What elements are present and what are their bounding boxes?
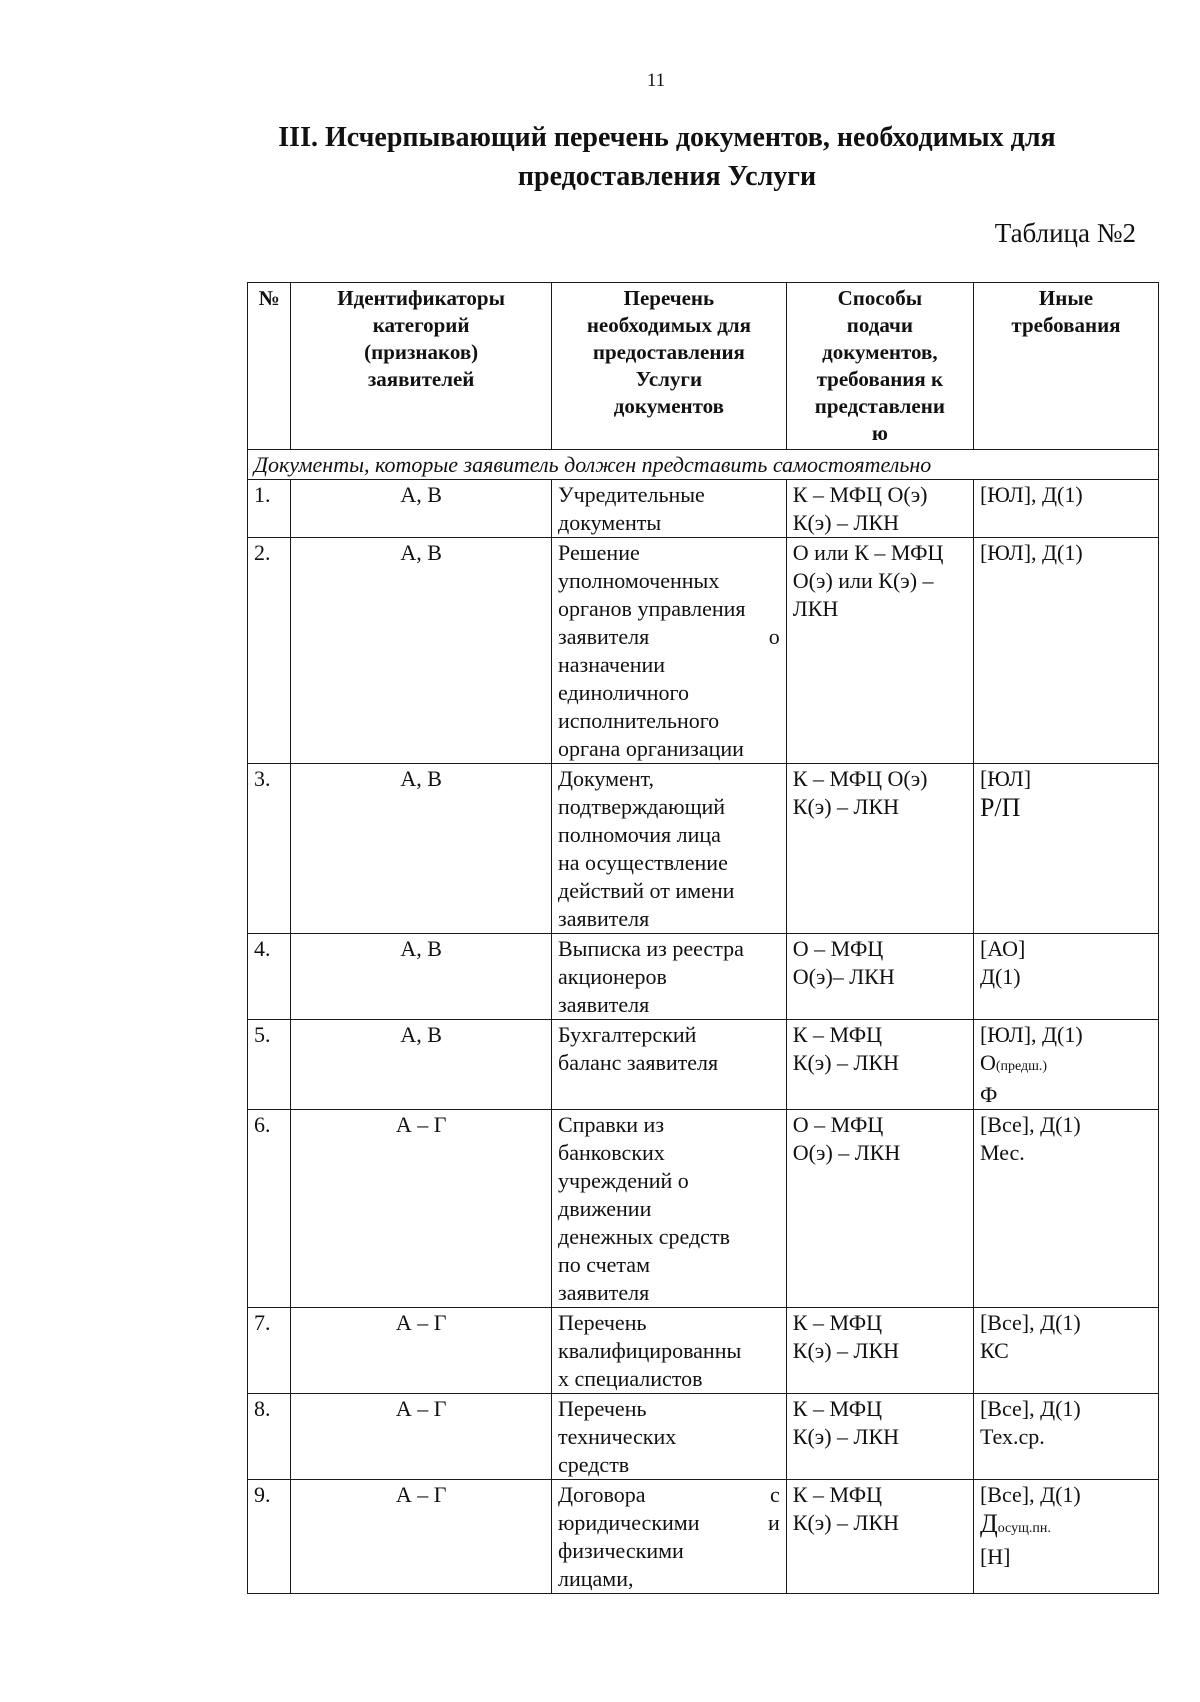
cell-other xyxy=(973,1110,1158,1308)
cell-text: учреждений о xyxy=(558,1168,689,1193)
cell-other xyxy=(973,764,1158,934)
cell-word: юридическими xyxy=(558,1510,700,1535)
cell-text: [ЮЛ], Д(1) xyxy=(979,482,1083,507)
header-text: Иные xyxy=(1038,286,1094,310)
cell-document xyxy=(552,934,787,1020)
cell-text: назначении xyxy=(558,652,666,677)
header-text: Способы xyxy=(837,286,923,310)
cell-text: полномочия лица xyxy=(558,822,721,847)
cell-text: Решение xyxy=(558,540,640,565)
cell-number: 4. xyxy=(248,934,291,1020)
section-title-line-1: III. Исчерпывающий перечень документов, необходимых для xyxy=(278,122,1056,153)
cell-other xyxy=(973,1020,1158,1110)
cell-submission xyxy=(786,1480,973,1594)
cell-document xyxy=(552,480,787,538)
cell-text: Перечень xyxy=(558,1310,647,1335)
cell-submission xyxy=(786,934,973,1020)
header-text: (признаков) xyxy=(364,340,479,364)
cell-other xyxy=(973,480,1158,538)
cell-text: Ф xyxy=(979,1082,998,1107)
table-row xyxy=(248,764,1159,934)
header-text: предоставления xyxy=(592,340,745,364)
cell-text: х специалистов xyxy=(558,1366,703,1391)
cell-subscript: (предш.) xyxy=(995,1059,1048,1074)
cell-text: баланс заявителя xyxy=(558,1050,719,1075)
cell-text: физическими xyxy=(558,1538,684,1563)
cell-other xyxy=(973,1480,1158,1594)
cell-text: ЛКН xyxy=(792,596,839,621)
cell-number: 3. xyxy=(248,764,291,934)
cell-applicant-ids: А, В xyxy=(291,480,552,538)
cell-text: [Все], Д(1) xyxy=(979,1396,1081,1421)
cell-text: КС xyxy=(979,1338,1009,1363)
cell-text: Бухгалтерский xyxy=(558,1022,697,1047)
cell-text xyxy=(558,623,780,651)
cell-text: денежных средств xyxy=(558,1224,730,1249)
cell-text: уполномоченных xyxy=(558,568,720,593)
cell-document xyxy=(552,1020,787,1110)
table-header-row xyxy=(248,283,1159,450)
cell-number: 7. xyxy=(248,1308,291,1394)
header-text: документов xyxy=(613,394,724,418)
header-text: необходимых для xyxy=(586,313,751,337)
cell-submission xyxy=(786,764,973,934)
cell-applicant-ids: А – Г xyxy=(291,1308,552,1394)
cell-applicant-ids: А – Г xyxy=(291,1480,552,1594)
cell-number: 2. xyxy=(248,538,291,764)
cell-applicant-ids: А, В xyxy=(291,538,552,764)
cell-text: К(э) – ЛКН xyxy=(792,1424,900,1449)
cell-word: Договора xyxy=(558,1482,646,1507)
header-text: Идентификаторы xyxy=(337,286,506,310)
cell-submission xyxy=(786,538,973,764)
cell-text: заявителя xyxy=(558,992,650,1017)
cell-text-with-subscript xyxy=(980,1509,1152,1543)
cell-text: О – МФЦ xyxy=(792,936,884,961)
documents-table xyxy=(247,282,1159,1594)
cell-document xyxy=(552,538,787,764)
table-row xyxy=(248,538,1159,764)
cell-other xyxy=(973,538,1158,764)
cell-text: движении xyxy=(558,1196,652,1221)
cell-text: по счетам xyxy=(558,1252,650,1277)
section-title-line-2: предоставления Услуги xyxy=(517,161,817,192)
cell-text: [Все], Д(1) xyxy=(979,1310,1081,1335)
header-text: ю xyxy=(871,421,888,445)
cell-number: 6. xyxy=(248,1110,291,1308)
header-text: подачи xyxy=(846,313,913,337)
cell-text: средств xyxy=(558,1452,630,1477)
cell-other xyxy=(973,1394,1158,1480)
cell-submission xyxy=(786,1110,973,1308)
cell-text: единоличного xyxy=(558,680,689,705)
header-text: требования xyxy=(1011,313,1121,337)
cell-document xyxy=(552,1308,787,1394)
header-text: представлени xyxy=(814,394,945,418)
cell-text: действий от имени xyxy=(558,878,735,903)
cell-text: банковских xyxy=(558,1140,665,1165)
section-label: Документы, которые заявитель должен представить самостоятельно xyxy=(248,450,1159,480)
header-text: Услуги xyxy=(635,367,703,391)
cell-applicant-ids: А, В xyxy=(291,934,552,1020)
cell-text: Мес. xyxy=(979,1140,1025,1165)
section-row xyxy=(248,450,1159,480)
cell-text: О xyxy=(979,1050,996,1075)
cell-other xyxy=(973,934,1158,1020)
header-applicant-identifiers xyxy=(291,283,552,450)
cell-other xyxy=(973,1308,1158,1394)
header-submission-methods xyxy=(786,283,973,450)
cell-text-with-subscript xyxy=(980,1049,1152,1081)
cell-number: 5. xyxy=(248,1020,291,1110)
header-other-requirements xyxy=(973,283,1158,450)
cell-document xyxy=(552,764,787,934)
cell-text: О(э) – ЛКН xyxy=(792,1140,901,1165)
cell-applicant-ids: А – Г xyxy=(291,1394,552,1480)
cell-submission xyxy=(786,1394,973,1480)
cell-text: [Все], Д(1) xyxy=(979,1112,1081,1137)
cell-word: с xyxy=(770,1482,780,1507)
cell-text: К(э) – ЛКН xyxy=(792,1050,900,1075)
cell-text: Выписка из реестра xyxy=(558,936,744,961)
cell-text: О – МФЦ xyxy=(792,1112,884,1137)
table-row xyxy=(248,1394,1159,1480)
cell-number: 8. xyxy=(248,1394,291,1480)
cell-text: О или К – МФЦ xyxy=(792,540,944,565)
header-text: Перечень xyxy=(623,286,715,310)
cell-submission xyxy=(786,1020,973,1110)
cell-text: [ЮЛ] xyxy=(979,766,1032,791)
cell-applicant-ids: А, В xyxy=(291,1020,552,1110)
cell-text: [АО] xyxy=(979,936,1026,961)
cell-text: Перечень xyxy=(558,1396,647,1421)
header-text: заявителей xyxy=(367,367,475,391)
cell-document xyxy=(552,1110,787,1308)
cell-text: Справки из xyxy=(558,1112,665,1137)
cell-text: К(э) – ЛКН xyxy=(792,1338,900,1363)
cell-text: Учредительные xyxy=(558,482,705,507)
cell-text: [ЮЛ], Д(1) xyxy=(979,540,1083,565)
cell-document xyxy=(552,1480,787,1594)
cell-text: органа организации xyxy=(558,736,744,761)
cell-text: органов управления xyxy=(558,596,746,621)
cell-text: К – МФЦ О(э) xyxy=(792,766,928,791)
table-row xyxy=(248,1020,1159,1110)
header-text: требования к xyxy=(816,367,944,391)
cell-text: К(э) – ЛКН xyxy=(792,794,900,819)
cell-text: О(э)– ЛКН xyxy=(792,964,895,989)
cell-word: и xyxy=(768,1510,780,1535)
header-text: документов, xyxy=(822,340,938,364)
cell-text: на осуществление xyxy=(558,850,728,875)
cell-text: Д(1) xyxy=(979,964,1021,989)
cell-subscript: осущ.пн. xyxy=(997,1521,1051,1536)
header-text: категорий xyxy=(372,313,470,337)
table-row xyxy=(248,480,1159,538)
table-row xyxy=(248,934,1159,1020)
cell-text: акционеров xyxy=(558,964,667,989)
cell-text: подтверждающий xyxy=(558,794,726,819)
header-number: № xyxy=(248,283,291,450)
cell-text: квалифицированны xyxy=(558,1338,742,1363)
cell-text: [Все], Д(1) xyxy=(979,1482,1081,1507)
cell-text: лицами, xyxy=(558,1566,634,1591)
cell-text: [ЮЛ], Д(1) xyxy=(979,1022,1083,1047)
header-required-documents xyxy=(552,283,787,450)
cell-text: заявителя xyxy=(558,906,650,931)
cell-applicant-ids: А – Г xyxy=(291,1110,552,1308)
cell-word: заявителя xyxy=(558,624,650,649)
cell-text: К – МФЦ xyxy=(792,1482,882,1507)
cell-text: [Н] xyxy=(979,1544,1011,1569)
cell-submission xyxy=(786,480,973,538)
page-number: 11 xyxy=(646,70,666,91)
cell-number: 1. xyxy=(248,480,291,538)
table-row xyxy=(248,1110,1159,1308)
cell-document xyxy=(552,1394,787,1480)
cell-number: 9. xyxy=(248,1480,291,1594)
cell-text: Тех.ср. xyxy=(979,1424,1045,1449)
table-caption: Таблица №2 xyxy=(994,218,1136,248)
cell-text: К – МФЦ xyxy=(792,1310,882,1335)
cell-text: К – МФЦ xyxy=(792,1396,882,1421)
cell-text xyxy=(558,1481,780,1509)
cell-text: К(э) – ЛКН xyxy=(792,1510,900,1535)
table-row xyxy=(248,1308,1159,1394)
cell-text: технических xyxy=(558,1424,677,1449)
cell-text: О(э) или К(э) – xyxy=(792,568,934,593)
cell-text: документы xyxy=(558,510,662,535)
cell-text: К(э) – ЛКН xyxy=(792,510,900,535)
cell-word: о xyxy=(768,624,780,649)
cell-text: исполнительного xyxy=(558,708,720,733)
cell-text: Документ, xyxy=(558,766,655,791)
section-title xyxy=(250,118,1084,196)
cell-text: заявителя xyxy=(558,1280,650,1305)
cell-text xyxy=(558,1509,780,1537)
cell-text: К – МФЦ xyxy=(792,1022,882,1047)
cell-submission xyxy=(786,1308,973,1394)
cell-text: Д xyxy=(979,1509,998,1538)
cell-text: К – МФЦ О(э) xyxy=(792,482,928,507)
cell-text: Р/П xyxy=(979,793,1021,822)
table-row xyxy=(248,1480,1159,1594)
cell-applicant-ids: А, В xyxy=(291,764,552,934)
